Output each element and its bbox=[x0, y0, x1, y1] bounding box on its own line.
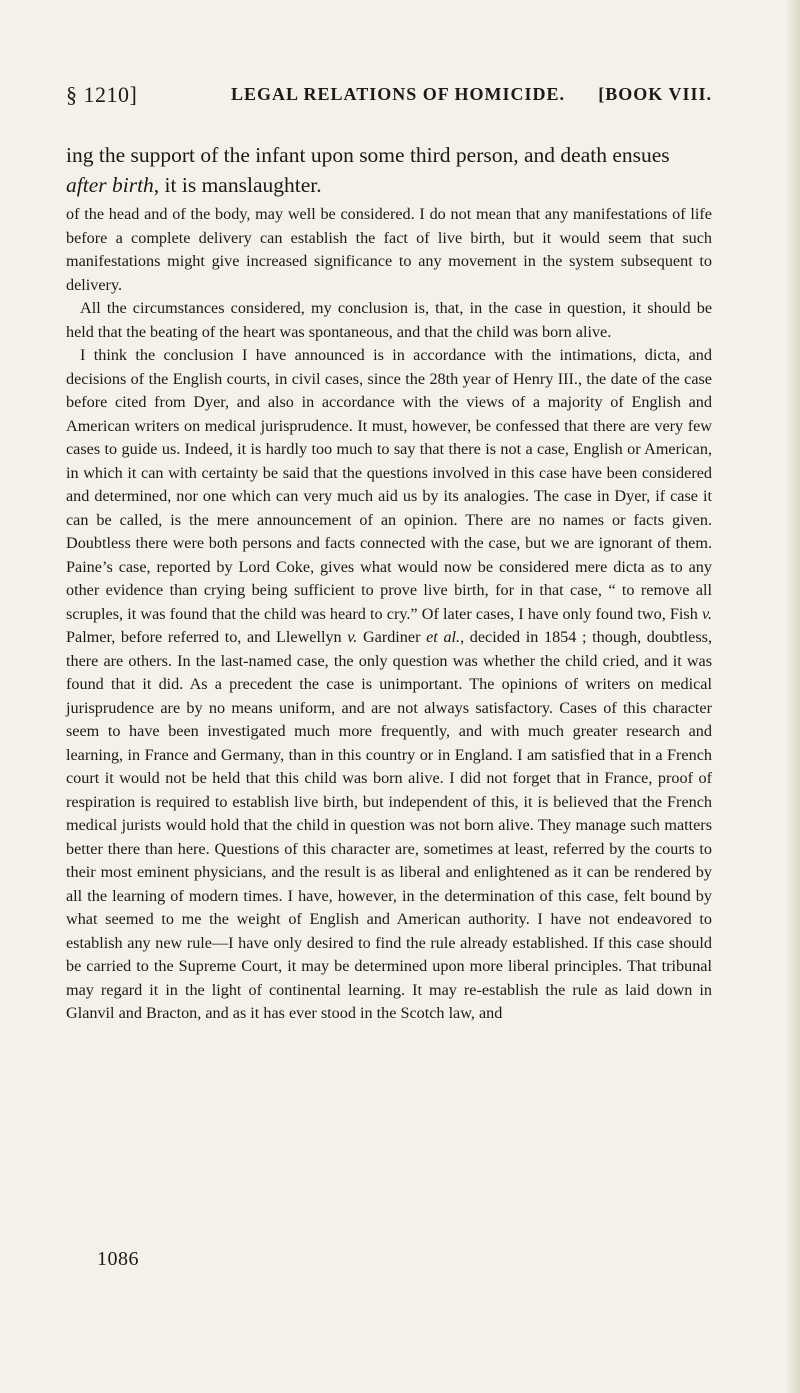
running-title: LEGAL RELATIONS OF HOMICIDE. bbox=[231, 84, 566, 104]
et-al-italic: et al. bbox=[426, 628, 461, 646]
paragraph-continuation: of the head and of the body, may well be considered. I do not mean that any manifestations of life before a complete delivery can establish the fact of live birth, but it would seem that such manifestations might give increased significance to any movement in the system subsequent to delivery. bbox=[66, 205, 712, 294]
lead-text-1: ing the support of the infant upon some third person, and death ensues bbox=[66, 143, 670, 167]
paragraph-authorities bbox=[66, 344, 712, 1026]
book-label: [BOOK VIII. bbox=[598, 84, 712, 104]
text-run: , decided in 1854 ; though, doubtless, there are others. In the last-named case, the only question was whether the child cried, and it was found that it did. As a precedent the case is unimportant. The opinions of writers on medical jurisprudence are by no means uniform, and are not always satisfactory. Cases of this character seem to have been investigated much more frequently, and with much greater research and learning, in France and Germany, than in this country or in England. I am satisfied that in a French court it would not be held that this child was born alive. I did not forget that in France, proof of respiration is required to establish live birth, but independent of this, it is believed that the French medical jurists would hold that the child in question was not born alive. They manage such matters better there than here. Questions of this character are, sometimes at least, referred by the courts to their most eminent physicians, and the result is as liberal and enlightened as it can be rendered by all the learning of modern times. I have, however, in the determination of this case, felt bound by what seemed to me the weight of English and American authority. I have not endeavored to establish any new rule—I have only desired to find the rule already established. If this case should be carried to the Supreme Court, it may be determined upon more liberal principles. That tribunal may regard it in the light of continental learning. It may re-establish the rule as laid down in Glanvil and Bracton, and as it has ever stood in the Scotch law, and bbox=[66, 628, 712, 1022]
paragraph-conclusion: All the circumstances considered, my conclusion is, that, in the case in question, it should be held that the beating of the heart was spontaneous, and that the child was born alive. bbox=[66, 299, 712, 341]
lead-emphasis: after birth bbox=[66, 173, 154, 197]
body-text bbox=[66, 203, 712, 1026]
versus-italic: v. bbox=[347, 628, 358, 646]
section-number: § 1210] bbox=[66, 82, 138, 107]
page-number: 1086 bbox=[97, 1248, 139, 1270]
running-header bbox=[66, 82, 712, 114]
lead-text-2: , it is manslaughter. bbox=[153, 173, 322, 197]
text-run: I think the conclusion I have announced is in accordance with the intimations, dicta, and decisions of the English courts, in civil cases, since the 28th year of Henry III., the date of the case before cited from Dyer, and also in accordance with the views of a majority of English and American writers on medical jurisprudence. It must, however, be confessed that there are very few cases to guide us. Indeed, it is hardly too much to say that there is not a case, English or American, in which it can with certainty be said that the questions involved in this case have been considered and determined, nor one which can very much aid us by its analogies. The case in Dyer, if case it can be called, is the mere announcement of an opinion. There are no names or facts given. Doubtless there were both persons and facts connected with the case, but we are ignorant of them. Paine’s case, reported by Lord Coke, gives what would now be considered mere dicta as to any other evidence than crying being sufficient to prove live birth, for in that case, “ to remove all scruples, it was found that the child was heard to cry.” Of later cases, I have only found two, Fish bbox=[66, 346, 712, 623]
versus-italic: v. bbox=[701, 604, 712, 623]
lead-paragraph bbox=[66, 140, 712, 200]
page-edge-shadow bbox=[786, 0, 800, 1393]
text-run: Gardiner bbox=[357, 628, 427, 646]
text-run: Palmer, before referred to, and Llewellyn bbox=[66, 628, 348, 646]
